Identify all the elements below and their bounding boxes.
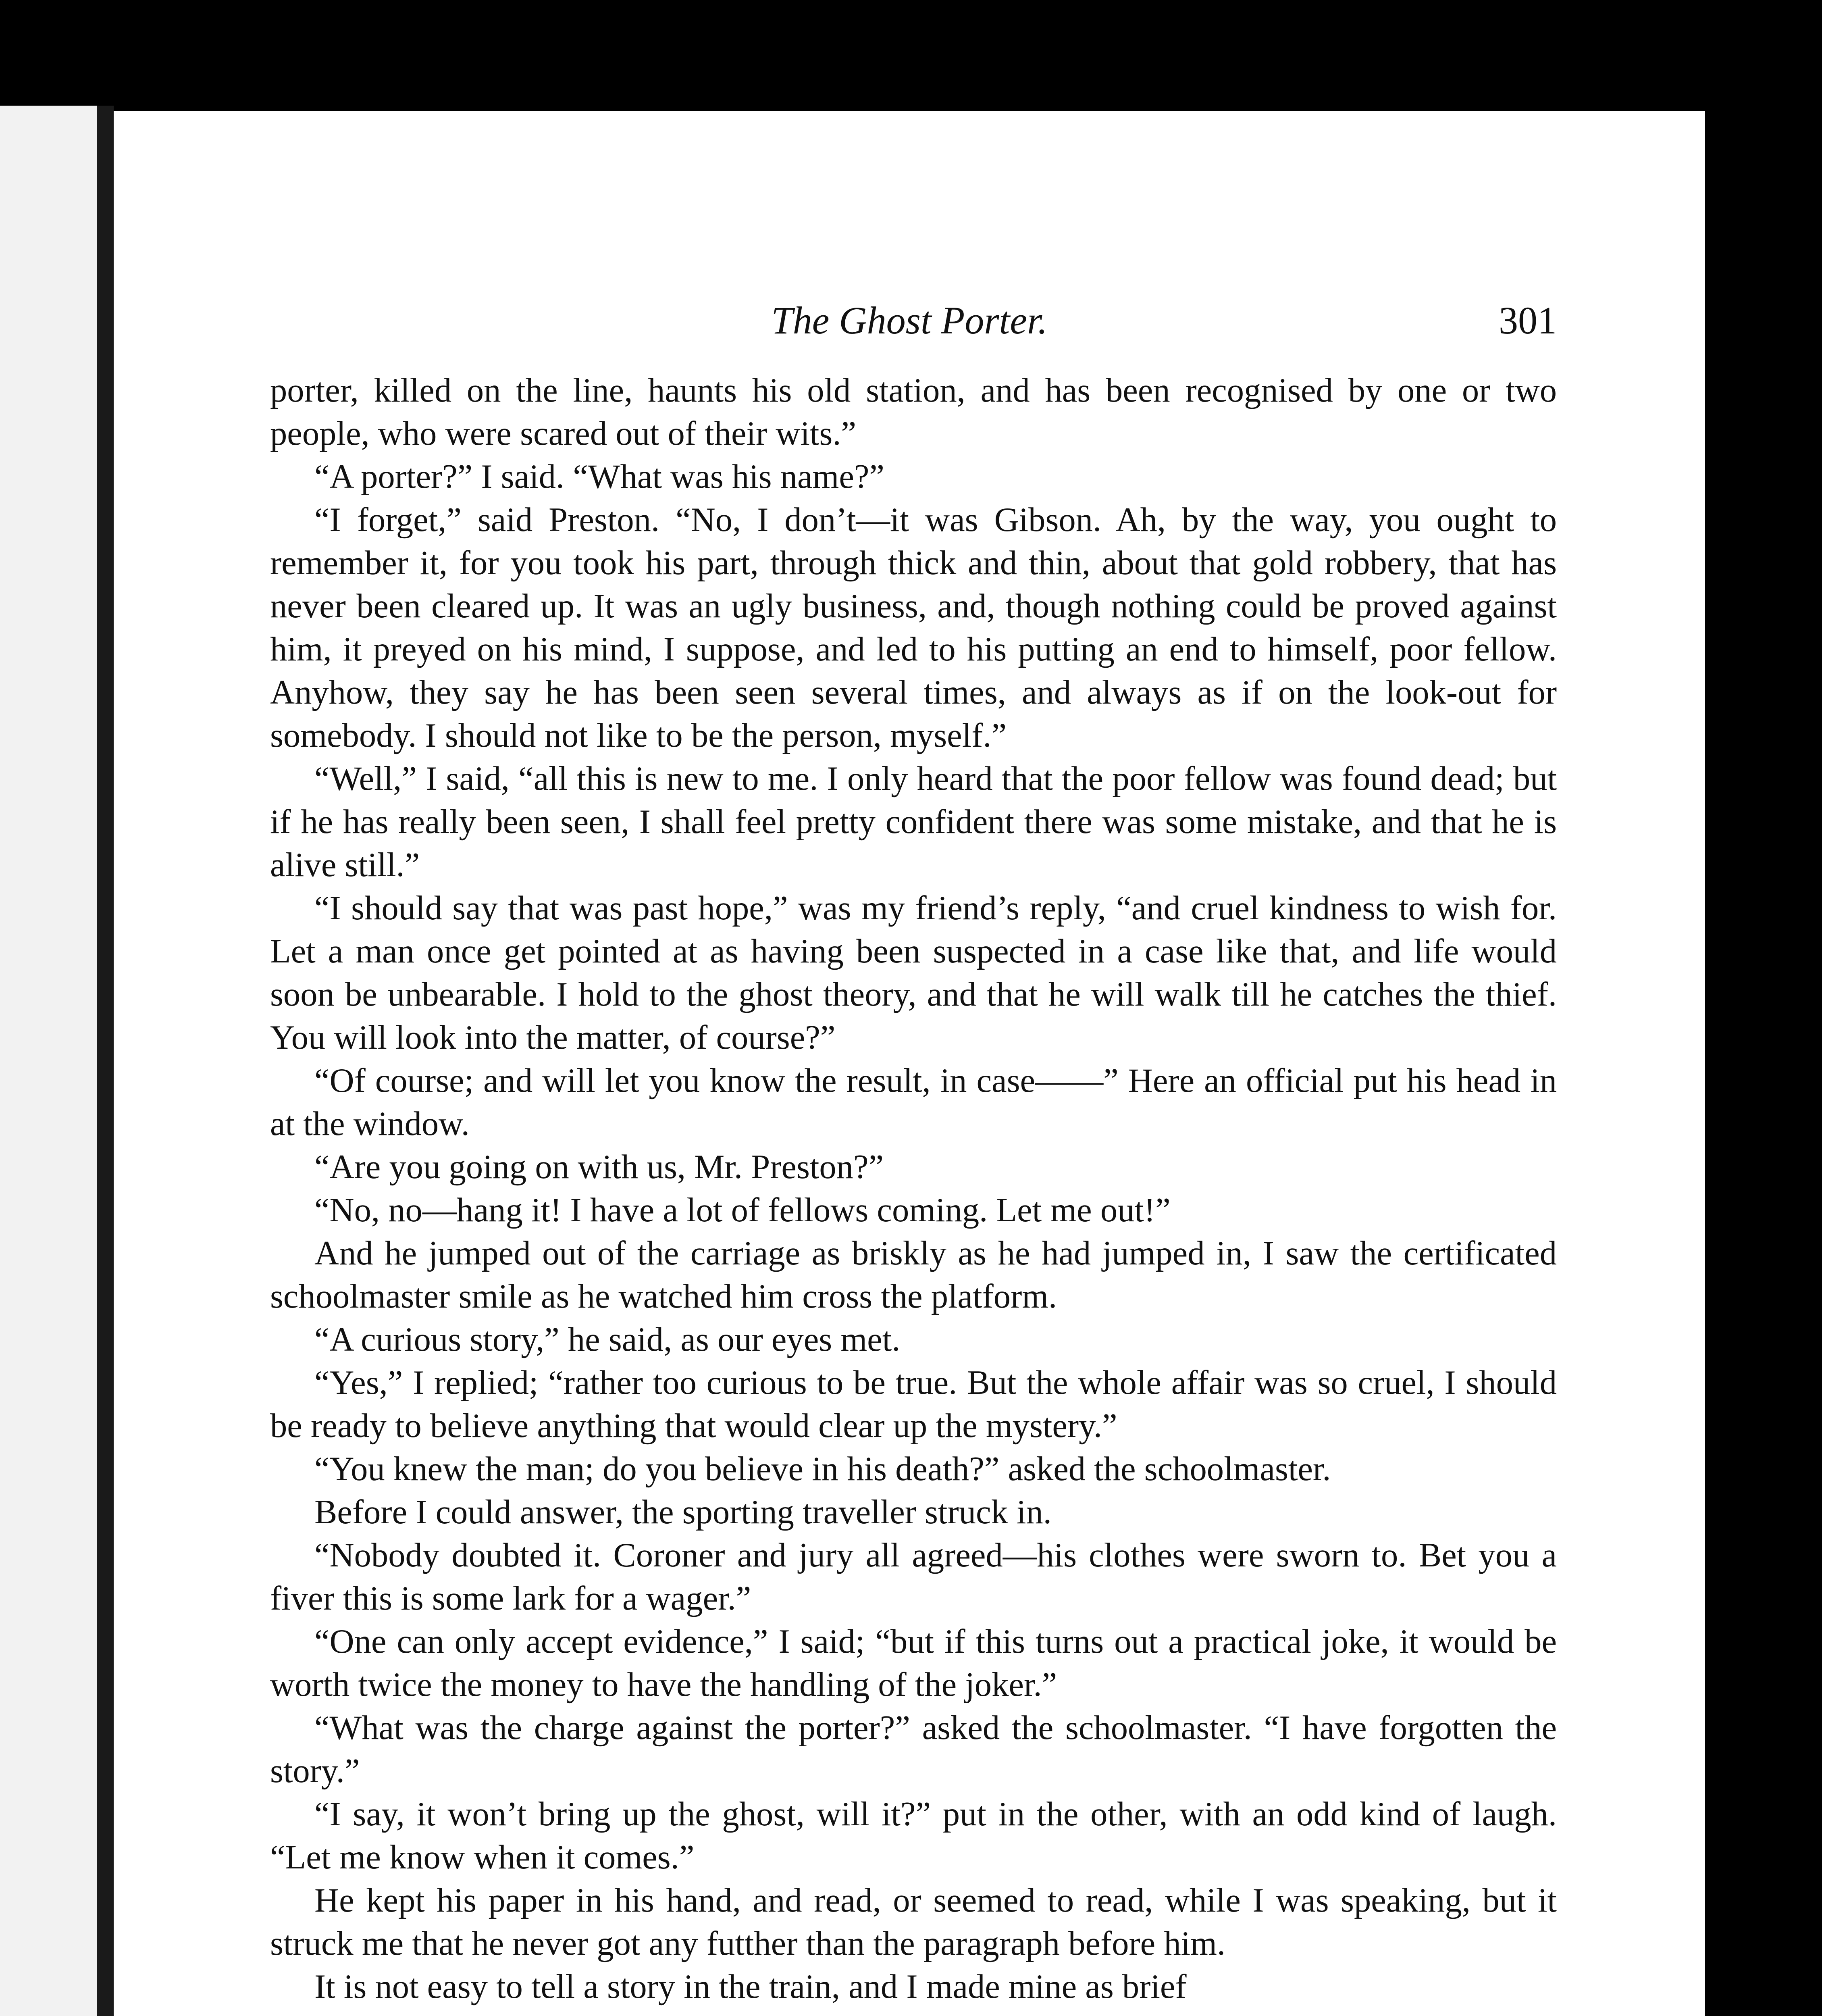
paragraph: “Well,” I said, “all this is new to me. I only heard that the poor fellow was found dead; but if he has really been seen, I shall feel pretty confident there was some mistake, and that he is alive still.” [270,760,1557,884]
paragraph: It is not easy to tell a story in the train, and I made mine as brief [314,1968,1187,2006]
paragraph: “I forget,” said Preston. “No, I don’t—it was Gibson. Ah, by the way, you ought to remember it, for you took his part, through thick and thin, about that gold robbery, that has never been cleared up. It was an ugly business, and, though nothing could be proved against him, it preyed on his mind, I suppose, and led to his putting an end to himself, poor fellow. Anyhow, they say he has been seen several times, and always as if on the look-out for somebody. I should not like to be the person, myself.” [270,501,1557,754]
paragraph: “I should say that was past hope,” was my friend’s reply, “and cruel kindness to wish for. Let a man once get pointed at as having been suspected in a case like that, and life would soon be unbearable. I hold to the ghost theory, and that he will walk till he catches the thief. You will look into the matter, of course?” [270,889,1557,1056]
paragraph: “Nobody doubted it. Coroner and jury all agreed—his clothes were sworn to. Bet you a fiver this is some lark for a wager.” [270,1537,1557,1617]
facing-page-edge [0,106,97,2016]
paragraph: “Yes,” I replied; “rather too curious to be true. But the whole affair was so cruel, I should be ready to believe anything that would clear up the mystery.” [270,1364,1557,1445]
running-title: The Ghost Porter. [771,299,1048,342]
paragraph: “A porter?” I said. “What was his name?” [314,458,884,496]
page-number: 301 [1499,299,1557,342]
paragraph: “Of course; and will let you know the result, in case——” Here an official put his head in at the window. [270,1062,1557,1143]
paragraph: “Are you going on with us, Mr. Preston?” [314,1148,884,1186]
paragraph: He kept his paper in his hand, and read, or seemed to read, while I was speaking, but it struck me that he never got any futther than the paragraph before him. [270,1882,1557,1962]
paragraph: porter, killed on the line, haunts his old station, and has been recognised by one or two people, who were scared out of their wits.” [270,372,1557,452]
book-page [114,111,1705,2016]
paragraph: “I say, it won’t bring up the ghost, will it?” put in the other, with an odd kind of laugh. “Let me know when it comes.” [270,1795,1557,1876]
book-gutter [97,106,114,2016]
running-head [114,288,1705,353]
paragraph: “You knew the man; do you believe in his death?” asked the schoolmaster. [314,1450,1331,1488]
paragraph: “One can only accept evidence,” I said; “but if this turns out a practical joke, it would be worth twice the money to have the handling of the joker.” [270,1623,1557,1704]
paragraph: “No, no—hang it! I have a lot of fellows coming. Let me out!” [314,1191,1171,1229]
paragraph: And he jumped out of the carriage as briskly as he had jumped in, I saw the certificated schoolmaster smile as he watched him cross the platform. [270,1235,1557,1315]
body-text [270,369,1557,2008]
paragraph: Before I could answer, the sporting traveller struck in. [314,1493,1052,1531]
paragraph: “A curious story,” he said, as our eyes met. [314,1321,901,1358]
paragraph: “What was the charge against the porter?” asked the schoolmaster. “I have forgotten the story.” [270,1709,1557,1790]
